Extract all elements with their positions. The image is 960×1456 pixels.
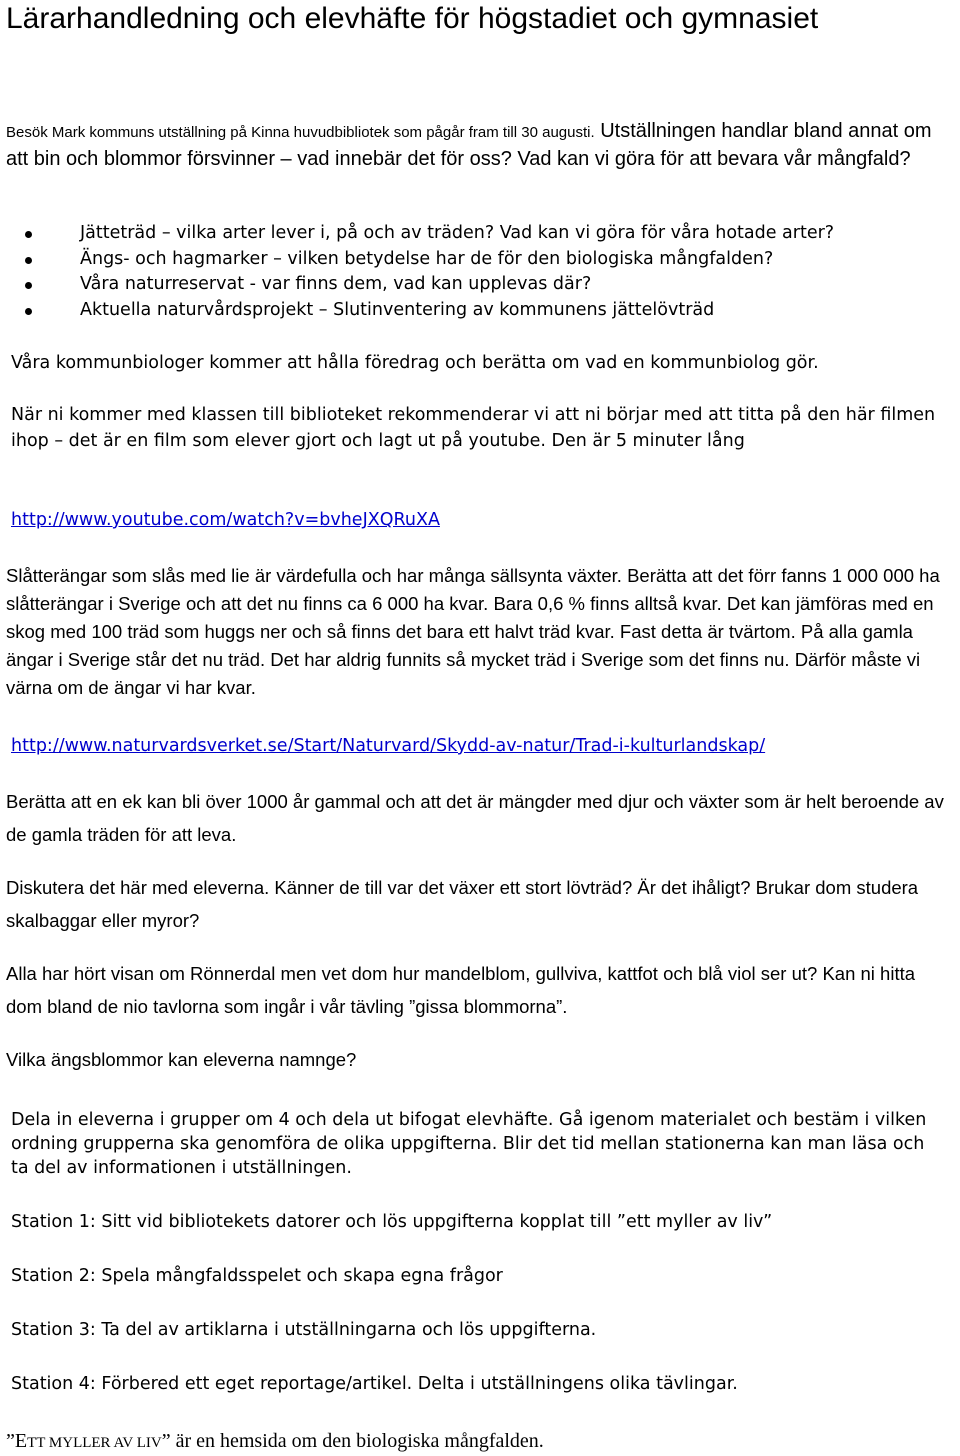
list-item-text: Aktuella naturvårdsprojekt – Slutinventering av kommunens jättelövträd [80,299,715,320]
visan-paragraph: Alla har hört visan om Rönnerdal men vet dom hur mandelblom, gullviva, kattfot och blå viol ser ut? Kan ni hitta dom bland de nio tavlorna som ingår i vår tävling ”gissa blommorna”. [6,963,916,1017]
list-item [0,221,960,247]
topic-list [0,221,960,323]
station-1: Station 1: Sitt vid bibliotekets datorer och lös uppgifterna kopplat till ”ett myller av liv” [11,1212,773,1232]
footer-quote-close: ” [161,1430,171,1452]
bullet-icon [25,231,32,238]
youtube-link[interactable]: http://www.youtube.com/watch?v=bvheJXQRuXA [11,510,440,530]
intro-topic-text: Utställningen handlar bland annat om att bin och blommor försvinner – vad innebär det för oss? Vad kan vi göra för att bevara vår mångfald? [6,120,932,170]
list-item [0,247,960,273]
slatter-paragraph: Slåtterängar som slås med lie är värdefulla och har många sällsynta växter. Berätta att det förr fanns 1 000 000 ha slåtterängar i Sverige och att det nu finns ca 6 000 ha kvar. Bara 0,6 % finns alltså kvar. Det kan jämföras med en skog med 100 träd som huggs ner och så finns det bara ett halvt träd kvar. Fast detta är tvärtom. På alla gamla ängar i Sverige står det nu träd. Det har aldrig funnits så mycket träd i Sverige som det finns nu. Därför måste vi värna om de ängar vi har kvar. [6,565,940,698]
bullet-icon [25,282,32,289]
footer-quote-open: ”E [6,1430,28,1452]
bullet-icon [25,308,32,315]
footer-site-name: TT MYLLER AV LIV [27,1435,162,1451]
diskutera-paragraph: Diskutera det här med eleverna. Känner de till var det växer ett stort lövträd? Är det ihåligt? Brukar dom studera skalbaggar eller myror? [6,877,919,931]
film-paragraph: När ni kommer med klassen till biblioteket rekommenderar vi att ni börjar med att titta på den här filmen ihop – det är en film som elever gjort och lagt ut på youtube. Den är 5 minuter lång [11,405,936,451]
list-item-text: Ängs- och hagmarker – vilken betydelse har de för den biologiska mångfalden? [80,248,774,269]
station-4: Station 4: Förbered ett eget reportage/artikel. Delta i utställningens olika tävlingar. [11,1374,738,1394]
list-item [0,272,960,298]
station-2: Station 2: Spela mångfaldsspelet och skapa egna frågor [11,1266,503,1286]
bullet-icon [25,257,32,264]
footer-line [6,1428,956,1456]
vilka-question: Vilka ängsblommor kan eleverna namnge? [6,1049,357,1070]
station-3: Station 3: Ta del av artiklarna i utställningarna och lös uppgifterna. [11,1320,597,1340]
intro-paragraph [6,118,951,173]
kommunbiologer-paragraph: Våra kommunbiologer kommer att hålla föredrag och berätta om vad en kommunbiolog gör. [11,353,819,373]
footer-text: är en hemsida om den biologiska mångfalden. [170,1430,544,1452]
list-item [0,298,960,324]
naturvardsverket-link[interactable]: http://www.naturvardsverket.se/Start/Naturvard/Skydd-av-natur/Trad-i-kulturlandskap/ [11,736,766,756]
intro-exhibition-text: Besök Mark kommuns utställning på Kinna huvudbibliotek som pågår fram till 30 augusti. [6,124,595,141]
list-item-text: Jätteträd – vilka arter lever i, på och av träden? Vad kan vi göra för våra hotade arter? [80,223,835,243]
list-item-text: Våra naturreservat - var finns dem, vad kan upplevas där? [80,274,592,294]
grupper-paragraph: Dela in eleverna i grupper om 4 och dela ut bifogat elevhäfte. Gå igenom materialet och bestäm i vilken ordning grupperna ska genomföra de olika uppgifterna. Blir det tid mellan stationerna kan man läsa och ta del av informationen i utställningen. [11,1110,927,1178]
page-title: Lärarhandledning och elevhäfte för högstadiet och gymnasiet [6,2,819,35]
ek-paragraph: Berätta att en ek kan bli över 1000 år gammal och att det är mängder med djur och växter som är helt beroende av de gamla träden för att leva. [6,791,944,845]
